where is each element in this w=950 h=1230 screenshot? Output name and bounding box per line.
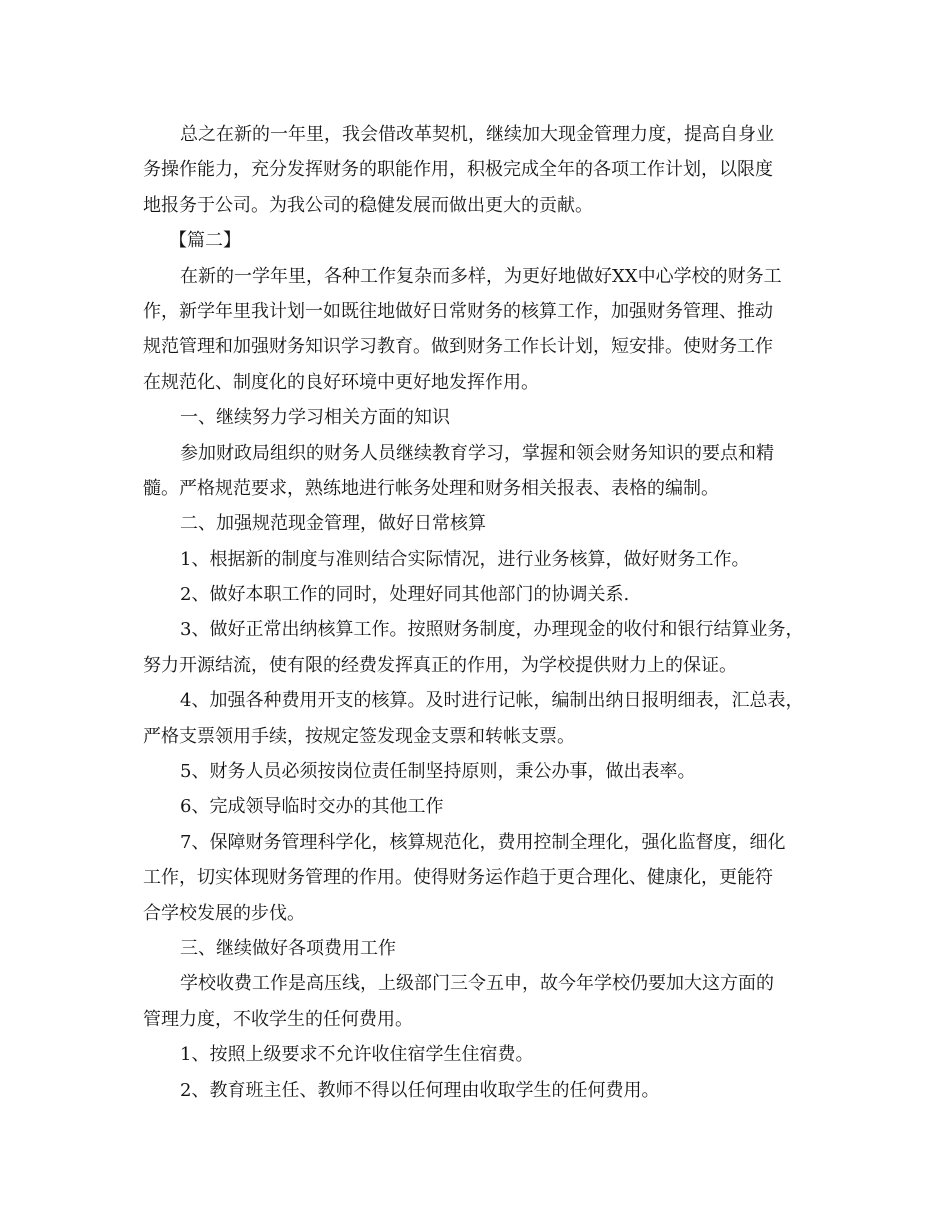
text-line: 合学校发展的步伐。 (143, 902, 305, 924)
text-line: 作，新学年里我计划一如既往地做好日常财务的核算工作，加强财务管理、推动 (143, 300, 773, 322)
text-line: 参加财政局组织的财务人员继续教育学习，掌握和领会财务知识的要点和精 (180, 442, 774, 464)
text-line: 学校收费工作是高压线，上级部门三令五申，故今年学校仍要加大这方面的 (180, 973, 774, 995)
list-item: 5、财务人员必须按岗位责任制坚持原则，秉公办事，做出表率。 (180, 761, 696, 783)
section-heading: 二、加强规范现金管理，做好日常核算 (180, 513, 486, 535)
text-line: 地报务于公司。为我公司的稳健发展而做出更大的贡献。 (143, 194, 593, 216)
text-line: 努力开源结流，使有限的经费发挥真正的作用，为学校提供财力上的保证。 (143, 654, 737, 676)
text-line: 管理力度，不收学生的任何费用。 (143, 1008, 413, 1030)
text-line: 务操作能力，充分发挥财务的职能作用，积极完成全年的各项工作计划，以限度 (143, 159, 773, 181)
text-line: 在新的一学年里，各种工作复杂而多样，为更好地做好XX中心学校的财务工 (180, 265, 782, 287)
section-heading: 一、继续努力学习相关方面的知识 (180, 407, 450, 429)
text-line: 在规范化、制度化的良好环境中更好地发挥作用。 (143, 371, 539, 393)
section-heading: 三、继续做好各项费用工作 (180, 937, 396, 959)
text-line: 严格支票领用手续，按规定签发现金支票和转帐支票。 (143, 725, 575, 747)
text-line: 工作，切实体现财务管理的作用。使得财务运作趋于更合理化、健康化，更能符 (143, 867, 773, 889)
text-line: 髓。严格规范要求，熟练地进行帐务处理和财务相关报表、表格的编制。 (143, 477, 719, 499)
list-item: 1、根据新的制度与准则结合实际情况，进行业务核算，做好财务工作。 (180, 548, 750, 570)
list-item: 2、教育班主任、教师不得以任何理由收取学生的任何费用。 (180, 1079, 660, 1101)
list-item: 7、保障财务管理科学化，核算规范化，费用控制全理化，强化监督度，细化 (180, 831, 786, 853)
list-item: 4、加强各种费用开支的核算。及时进行记帐，编制出纳日报明细表，汇总表， (180, 690, 804, 712)
list-item: 2、做好本职工作的同时，处理好同其他部门的协调关系. (180, 584, 630, 606)
section-heading: 【篇二】 (169, 230, 241, 252)
list-item: 1、按照上级要求不允许收住宿学生住宿费。 (180, 1044, 534, 1066)
text-line: 总之在新的一年里，我会借改革契机，继续加大现金管理力度，提高自身业 (180, 124, 774, 145)
document-body (143, 117, 813, 1108)
list-item: 6、完成领导临时交办的其他工作 (180, 796, 444, 818)
list-item: 3、做好正常出纳核算工作。按照财务制度，办理现金的收付和银行结算业务， (180, 619, 804, 641)
text-line: 规范管理和加强财务知识学习教育。做到财务工作长计划，短安排。使财务工作 (143, 336, 773, 358)
